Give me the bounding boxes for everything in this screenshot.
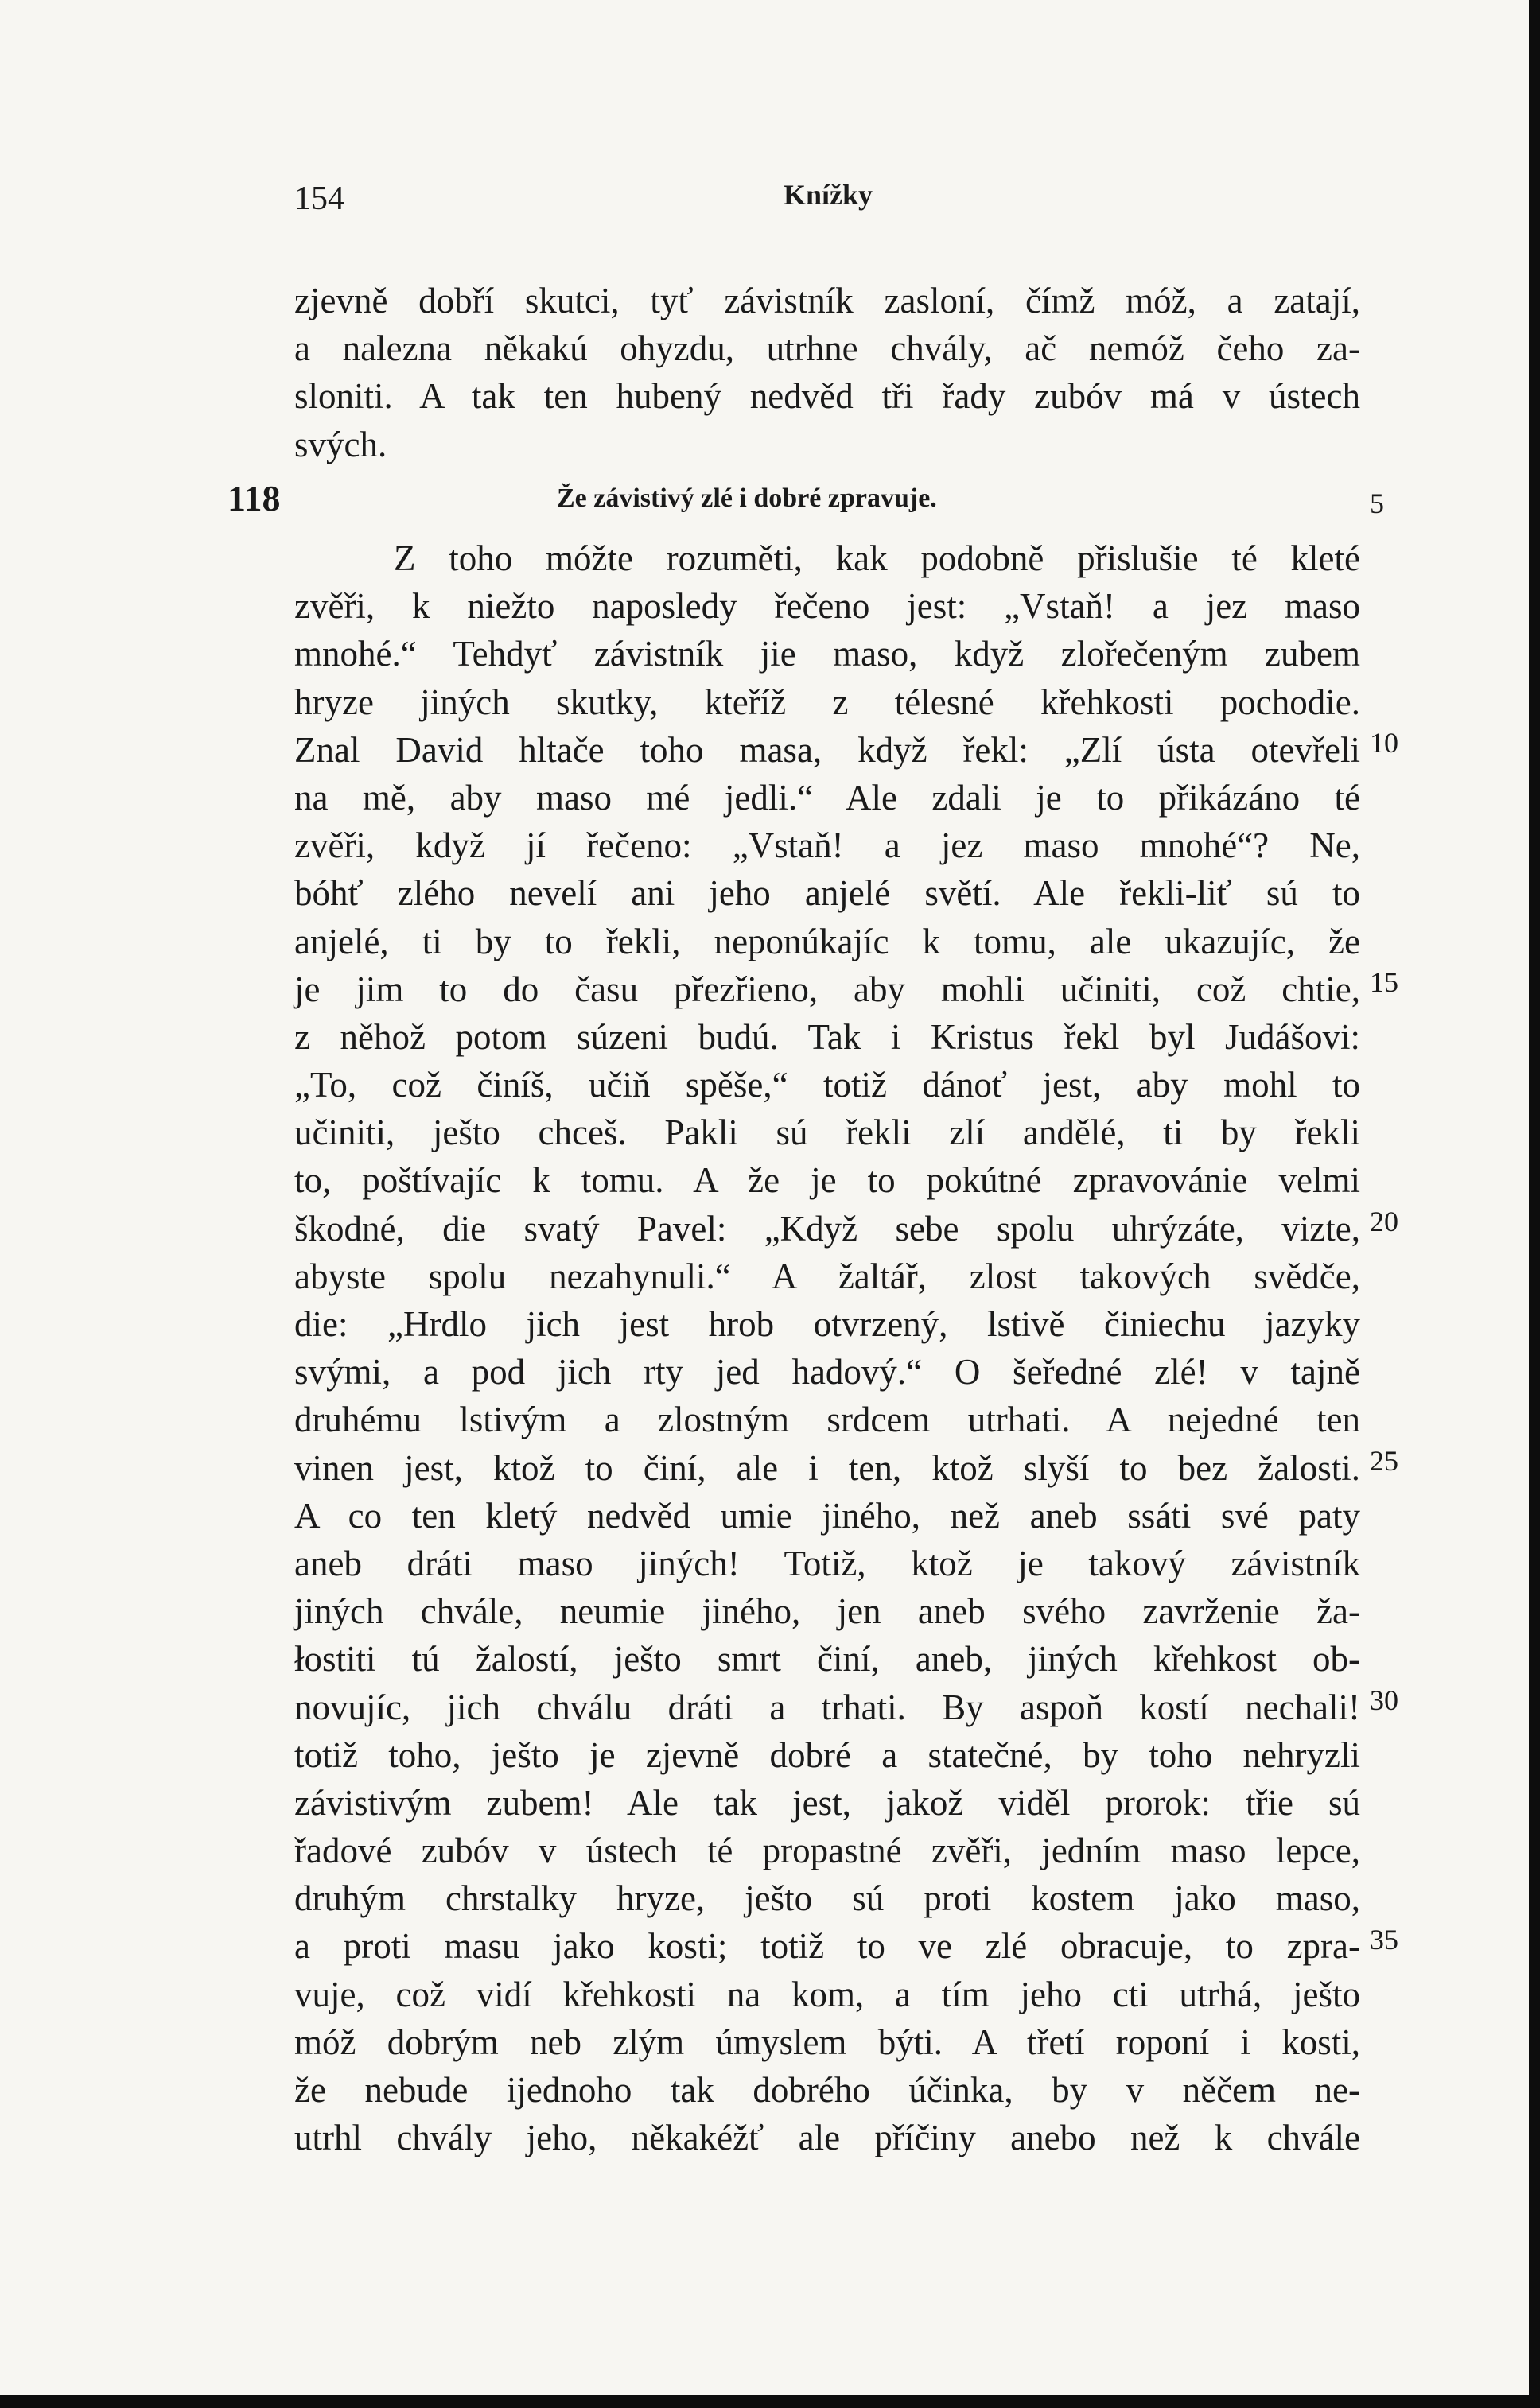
- text-line: aneb dráti maso jiných! Totiž, ktož je takový závistník: [294, 1543, 1360, 1583]
- section-title: Že závistivý zlé i dobré zpravuje.: [557, 484, 937, 513]
- text-line: Z toho móžte rozuměti, kak podobně přislušie té kleté: [394, 538, 1360, 578]
- text-line: svými, a pod jich rty jed hadový.“ O šeředné zlé! v tajně: [294, 1352, 1360, 1392]
- text-line: je jim to do času přezřieno, aby mohli učiniti, což chtie,: [294, 969, 1360, 1009]
- text-line: druhému lstivým a zlostným srdcem utrhati. A nejedné ten: [294, 1400, 1360, 1440]
- text-line: zvěři, k niežto naposledy řečeno jest: „Vstaň! a jez maso: [294, 586, 1360, 627]
- section-heading: [0, 477, 1529, 525]
- text-line: učiniti, ješto chceš. Pakli sú řekli zlí andělé, ti by řekli: [294, 1113, 1360, 1153]
- text-line: škodné, die svatý Pavel: „Když sebe spolu uhrýzáte, vizte,: [294, 1208, 1360, 1249]
- text-line: anjelé, ti by to řekli, neponúkajíc k tomu, ale ukazujíc, že: [294, 921, 1360, 961]
- paragraph-continuation: [294, 277, 1360, 468]
- text-line: sloniti. A tak ten hubený nedvěd tři řady zubóv má v ústech: [294, 376, 1360, 417]
- page-number: 154: [294, 181, 344, 217]
- running-head: [0, 180, 1529, 227]
- main-paragraph: [294, 534, 1360, 2161]
- text-line: mnohé.“ Tehdyť závistník jie maso, když zlořečeným zubem: [294, 634, 1360, 674]
- text-line: zjevně dobří skutci, tyť závistník zasloní, čímž móž, a zatají,: [294, 281, 1360, 320]
- text-line: svých.: [294, 424, 387, 464]
- text-line: A co ten kletý nedvěd umie jiného, než aneb ssáti své paty: [294, 1495, 1360, 1536]
- text-line: druhým chrstalky hryze, ješto sú proti kostem jako maso,: [294, 1878, 1360, 1919]
- text-line: novujíc, jich chválu dráti a trhati. By aspoň kostí nechali!: [294, 1687, 1360, 1727]
- text-line: łostiti tú žalostí, ješto smrt činí, aneb, jiných křehkost ob-: [294, 1639, 1360, 1680]
- line-number: 15: [1370, 966, 1398, 998]
- line-number: 5: [1370, 487, 1384, 519]
- section-number: 118: [228, 478, 281, 518]
- text-line: závistivým zubem! Ale tak jest, jakož viděl prorok: třie sú: [294, 1782, 1360, 1823]
- text-line: řadové zubóv v ústech té propastné zvěři, jedním maso lepce,: [294, 1831, 1360, 1871]
- text-line: die: „Hrdlo jich jest hrob otvrzený, lstivě činiechu jazyky: [294, 1304, 1360, 1344]
- text-line: na mě, aby maso mé jedli.“ Ale zdali je to přikázáno té: [294, 777, 1360, 818]
- text-line: Znal David hltače toho masa, když řekl: „Zlí ústa otevřeli: [294, 729, 1360, 770]
- text-line: a proti masu jako kosti; totiž to ve zlé obracuje, to zpra-: [294, 1926, 1360, 1967]
- text-line: že nebude ijednoho tak dobrého účinka, by v něčem ne-: [294, 2070, 1360, 2110]
- line-number: 20: [1370, 1206, 1398, 1237]
- text-line: jiných chvále, neumie jiného, jen aneb svého zavrženie ža-: [294, 1591, 1360, 1632]
- text-line: vinen jest, ktož to činí, ale i ten, ktož slyší to bez žalosti.: [294, 1447, 1360, 1488]
- text-line: z něhož potom súzeni budú. Tak i Kristus řekl byl Judášovi:: [294, 1016, 1360, 1057]
- text-line: utrhl chvály jeho, někakéžť ale příčiny anebo než k chvále: [294, 2118, 1360, 2158]
- running-title: Knížky: [784, 179, 873, 211]
- line-number: 25: [1370, 1445, 1398, 1477]
- line-number: 35: [1370, 1924, 1398, 1956]
- text-line: zvěři, když jí řečeno: „Vstaň! a jez maso mnohé“? Ne,: [294, 825, 1360, 866]
- text-line: „To, což činíš, učiň spěše,“ totiž dánoť jest, aby mohl to: [294, 1065, 1360, 1105]
- line-number: 10: [1370, 727, 1398, 759]
- text-line: bóhť zlého nevelí ani jeho anjelé světí. Ale řekli-liť sú to: [294, 873, 1360, 914]
- text-line: to, poštívajíc k tomu. A že je to pokútné zpravovánie velmi: [294, 1160, 1360, 1201]
- text-line: móž dobrým neb zlým úmyslem býti. A třetí roponí i kosti,: [294, 2022, 1360, 2062]
- text-line: vuje, což vidí křehkosti na kom, a tím jeho cti utrhá, ješto: [294, 1974, 1360, 2014]
- text-line: abyste spolu nezahynuli.“ A žaltář, zlost takových svědče,: [294, 1256, 1360, 1296]
- text-line: a nalezna někakú ohyzdu, utrhne chvály, ač nemóž čeho za-: [294, 328, 1360, 369]
- text-line: totiž toho, ješto je zjevně dobré a statečné, by toho nehryzli: [294, 1734, 1360, 1775]
- text-line: hryze jiných skutky, kteříž z télesné křehkosti pochodie.: [294, 682, 1360, 722]
- line-number: 30: [1370, 1684, 1398, 1716]
